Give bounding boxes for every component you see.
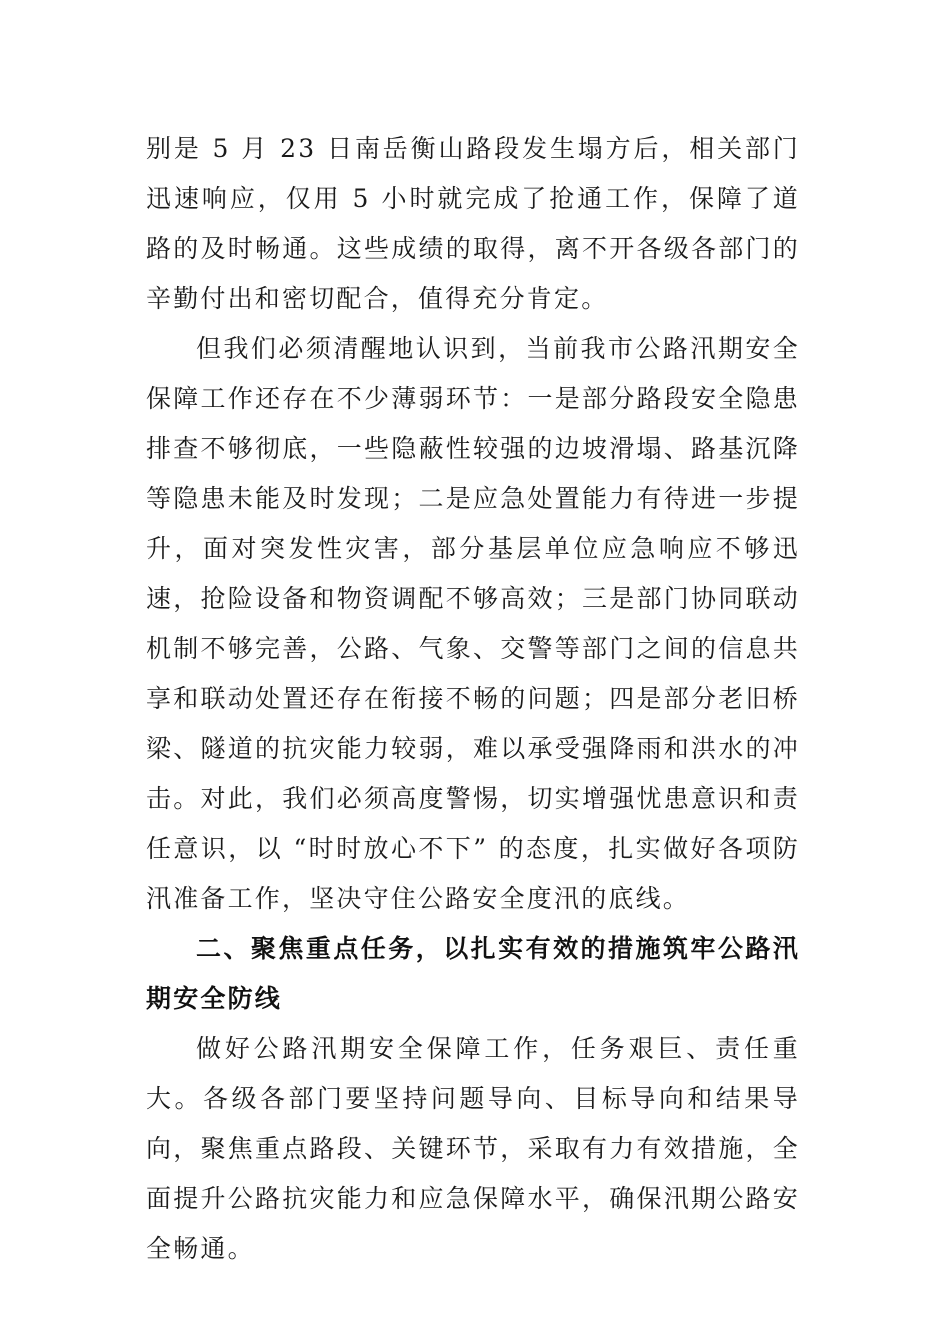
paragraph-key-tasks: 做好公路汛期安全保障工作，任务艰巨、责任重大。各级各部门要坚持问题导向、目标导向和结果导向，聚焦重点路段、关键环节，采取有力有效措施，全面提升公路抗灾能力和应急保障水平，确保汛期公路安全畅通。 bbox=[146, 1034, 800, 1263]
document-body bbox=[146, 124, 800, 1274]
paragraph-continuation: 别是 5 月 23 日南岳衡山路段发生塌方后，相关部门迅速响应，仅用 5 小时就完成了抢通工作，保障了道路的及时畅通。这些成绩的取得，离不开各级各部门的辛勤付出和密切配合，值得充分肯定。 bbox=[146, 134, 800, 313]
paragraph-weak-links: 但我们必须清醒地认识到，当前我市公路汛期安全保障工作还存在不少薄弱环节：一是部分路段安全隐患排查不够彻底，一些隐蔽性较强的边坡滑塌、路基沉降等隐患未能及时发现；二是应急处置能力有待进一步提升，面对突发性灾害，部分基层单位应急响应不够迅速，抢险设备和物资调配不够高效；三是部门协同联动机制不够完善，公路、气象、交警等部门之间的信息共享和联动处置还存在衔接不畅的问题；四是部分老旧桥梁、隧道的抗灾能力较弱，难以承受强降雨和洪水的冲击。对此，我们必须高度警惕，切实增强忧患意识和责任意识，以 “时时放心不下” 的态度，扎实做好各项防汛准备工作，坚决守住公路安全度汛的底线。 bbox=[146, 334, 800, 913]
section-heading-two: 二、聚焦重点任务，以扎实有效的措施筑牢公路汛期安全防线 bbox=[146, 934, 800, 1013]
